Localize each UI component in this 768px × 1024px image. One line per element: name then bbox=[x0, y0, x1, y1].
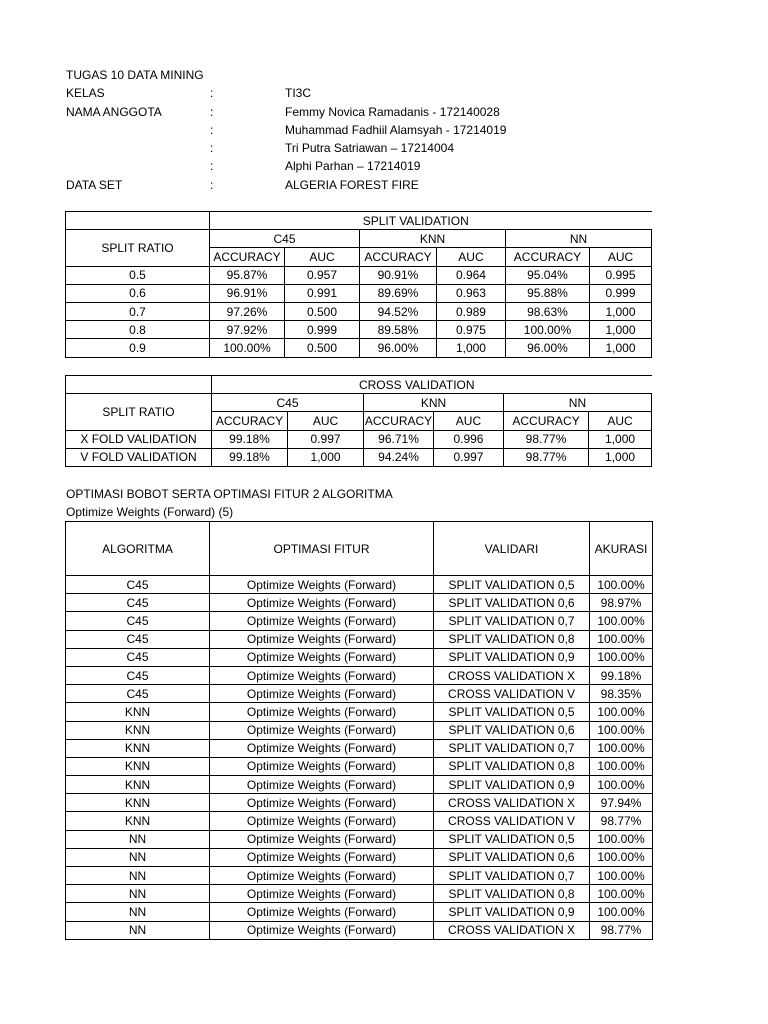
table-row bbox=[66, 576, 653, 594]
accuracy-cell: 100.00% bbox=[590, 721, 653, 739]
sub-header: ACCURACY bbox=[505, 248, 589, 266]
table-cell: 89.58% bbox=[360, 321, 437, 339]
table-title-spacer bbox=[66, 212, 210, 230]
table-cell: 0.5 bbox=[66, 266, 210, 284]
algorithm-cell: C45 bbox=[66, 666, 210, 684]
feature-optimization-cell: Optimize Weights (Forward) bbox=[210, 757, 434, 775]
feature-optimization-cell: Optimize Weights (Forward) bbox=[210, 794, 434, 812]
algorithm-cell: C45 bbox=[66, 576, 210, 594]
table-cell: 1,000 bbox=[589, 430, 652, 448]
table-cell: 0.999 bbox=[589, 284, 651, 302]
accuracy-cell: 100.00% bbox=[590, 903, 653, 921]
table-row bbox=[66, 630, 653, 648]
table-cell: 0.957 bbox=[285, 266, 360, 284]
table-row bbox=[66, 703, 653, 721]
table-cell: 1,000 bbox=[589, 302, 651, 320]
validation-cell: SPLIT VALIDATION 0,7 bbox=[434, 739, 590, 757]
split-validation-table bbox=[65, 211, 652, 358]
colon: : bbox=[210, 177, 214, 192]
table-cell: 0.996 bbox=[434, 430, 504, 448]
algorithm-cell: NN bbox=[66, 830, 210, 848]
table-cell: 96.71% bbox=[364, 430, 434, 448]
colon: : bbox=[210, 122, 214, 137]
sub-header: AUC bbox=[434, 412, 504, 430]
member-name: Femmy Novica Ramadanis - 172140028 bbox=[285, 104, 500, 119]
table-cell: V FOLD VALIDATION bbox=[66, 448, 212, 466]
optimization-body bbox=[66, 576, 653, 940]
group-header: KNN bbox=[364, 394, 504, 412]
colon: : bbox=[210, 141, 214, 156]
table-row bbox=[66, 794, 653, 812]
table-row bbox=[66, 648, 653, 666]
table-row bbox=[66, 666, 653, 684]
feature-optimization-cell: Optimize Weights (Forward) bbox=[210, 776, 434, 794]
table-row bbox=[66, 812, 653, 830]
table-row bbox=[66, 266, 652, 284]
table-cell: 0.9 bbox=[66, 339, 210, 357]
sub-header: ACCURACY bbox=[503, 412, 588, 430]
colon: : bbox=[210, 104, 214, 119]
table-row bbox=[66, 867, 653, 885]
validation-cell: SPLIT VALIDATION 0,6 bbox=[434, 721, 590, 739]
table-cell: 0.991 bbox=[285, 284, 360, 302]
split-validation-title-text: SPLIT VALIDATION bbox=[362, 213, 469, 228]
table-cell: 1,000 bbox=[589, 448, 652, 466]
validation-cell: SPLIT VALIDATION 0,6 bbox=[434, 594, 590, 612]
feature-optimization-cell: Optimize Weights (Forward) bbox=[210, 848, 434, 866]
group-header: C45 bbox=[211, 394, 363, 412]
validation-cell: CROSS VALIDATION X bbox=[434, 666, 590, 684]
validation-cell: CROSS VALIDATION X bbox=[434, 794, 590, 812]
validation-cell: SPLIT VALIDATION 0,9 bbox=[434, 776, 590, 794]
table-cell: 0.500 bbox=[285, 302, 360, 320]
table-cell: 89.69% bbox=[360, 284, 437, 302]
table-cell: 98.63% bbox=[505, 302, 589, 320]
group-header-row bbox=[66, 230, 652, 248]
optimization-heading: OPTIMASI BOBOT SERTA OPTIMASI FITUR 2 ALGORITMA bbox=[66, 487, 393, 501]
validation-cell: SPLIT VALIDATION 0,8 bbox=[434, 630, 590, 648]
table-row bbox=[66, 776, 653, 794]
table-row bbox=[66, 339, 652, 357]
feature-optimization-cell: Optimize Weights (Forward) bbox=[210, 612, 434, 630]
table-row bbox=[66, 885, 653, 903]
sub-header: ACCURACY bbox=[210, 248, 285, 266]
accuracy-cell: 100.00% bbox=[590, 867, 653, 885]
algorithm-cell: KNN bbox=[66, 812, 210, 830]
accuracy-cell: 100.00% bbox=[590, 612, 653, 630]
accuracy-cell: 100.00% bbox=[590, 848, 653, 866]
group-header: C45 bbox=[210, 230, 360, 248]
accuracy-cell: 100.00% bbox=[590, 739, 653, 757]
split-ratio-header: SPLIT RATIO bbox=[66, 230, 210, 266]
table-cell: 90.91% bbox=[360, 266, 437, 284]
table-cell: 1,000 bbox=[589, 339, 651, 357]
table-row bbox=[66, 321, 652, 339]
algorithm-cell: NN bbox=[66, 903, 210, 921]
title-row bbox=[66, 66, 666, 84]
validation-cell: SPLIT VALIDATION 0,5 bbox=[434, 576, 590, 594]
table-row bbox=[66, 612, 653, 630]
anggota-label: NAMA ANGGOTA bbox=[66, 104, 162, 119]
table-cell: 94.24% bbox=[364, 448, 434, 466]
table-row bbox=[66, 685, 653, 703]
feature-optimization-cell: Optimize Weights (Forward) bbox=[210, 685, 434, 703]
table-row bbox=[66, 594, 653, 612]
table-cell: 95.88% bbox=[505, 284, 589, 302]
cross-validation-title-text: CROSS VALIDATION bbox=[358, 377, 475, 392]
sub-header: ACCURACY bbox=[360, 248, 437, 266]
cross-validation-title bbox=[211, 376, 651, 394]
table-cell: 1,000 bbox=[288, 448, 364, 466]
validation-cell: CROSS VALIDATION V bbox=[434, 685, 590, 703]
table-cell: 97.92% bbox=[210, 321, 285, 339]
member-name: Muhammad Fadhiil Alamsyah - 17214019 bbox=[285, 122, 507, 137]
table-cell: 96.91% bbox=[210, 284, 285, 302]
accuracy-cell: 98.97% bbox=[590, 594, 653, 612]
sub-header: AUC bbox=[288, 412, 364, 430]
table-cell: 0.8 bbox=[66, 321, 210, 339]
table-title-row bbox=[66, 376, 652, 394]
accuracy-cell: 100.00% bbox=[590, 776, 653, 794]
table-cell: 96.00% bbox=[505, 339, 589, 357]
accuracy-cell: 98.77% bbox=[590, 812, 653, 830]
accuracy-cell: 98.35% bbox=[590, 685, 653, 703]
algorithm-cell: KNN bbox=[66, 739, 210, 757]
feature-optimization-cell: Optimize Weights (Forward) bbox=[210, 812, 434, 830]
table-row bbox=[66, 284, 652, 302]
algorithm-cell: NN bbox=[66, 885, 210, 903]
accuracy-cell: 100.00% bbox=[590, 703, 653, 721]
table-cell: 0.975 bbox=[436, 321, 505, 339]
sub-header: AUC bbox=[589, 412, 652, 430]
table-cell: 95.04% bbox=[505, 266, 589, 284]
feature-optimization-cell: Optimize Weights (Forward) bbox=[210, 921, 434, 939]
validation-cell: SPLIT VALIDATION 0,8 bbox=[434, 757, 590, 775]
feature-optimization-cell: Optimize Weights (Forward) bbox=[210, 721, 434, 739]
algorithm-cell: KNN bbox=[66, 703, 210, 721]
optimization-subheading: Optimize Weights (Forward) (5) bbox=[66, 505, 234, 519]
dataset-label: DATA SET bbox=[66, 177, 123, 192]
member-row bbox=[66, 103, 666, 121]
feature-optimization-cell: Optimize Weights (Forward) bbox=[210, 885, 434, 903]
algorithm-cell: NN bbox=[66, 848, 210, 866]
table-cell: 95.87% bbox=[210, 266, 285, 284]
table-row bbox=[66, 903, 653, 921]
dataset-value: ALGERIA FOREST FIRE bbox=[285, 177, 419, 192]
algorithm-cell: C45 bbox=[66, 648, 210, 666]
validation-cell: CROSS VALIDATION V bbox=[434, 812, 590, 830]
feature-optimization-cell: Optimize Weights (Forward) bbox=[210, 703, 434, 721]
algorithm-cell: C45 bbox=[66, 685, 210, 703]
table-cell: 0.999 bbox=[285, 321, 360, 339]
validation-cell: SPLIT VALIDATION 0,8 bbox=[434, 885, 590, 903]
table-cell: 98.77% bbox=[503, 430, 588, 448]
feature-optimization-cell: Optimize Weights (Forward) bbox=[210, 903, 434, 921]
feature-optimization-cell: Optimize Weights (Forward) bbox=[210, 867, 434, 885]
table-row bbox=[66, 448, 652, 466]
table-cell: 100.00% bbox=[505, 321, 589, 339]
group-header-row bbox=[66, 394, 652, 412]
accuracy-cell: 100.00% bbox=[590, 830, 653, 848]
table-cell: 0.6 bbox=[66, 284, 210, 302]
accuracy-cell: 100.00% bbox=[590, 885, 653, 903]
validation-cell: SPLIT VALIDATION 0,5 bbox=[434, 830, 590, 848]
table-row bbox=[66, 739, 653, 757]
validation-cell: SPLIT VALIDATION 0,6 bbox=[434, 848, 590, 866]
column-header: ALGORITMA bbox=[66, 522, 210, 576]
validation-cell: SPLIT VALIDATION 0,9 bbox=[434, 903, 590, 921]
accuracy-cell: 100.00% bbox=[590, 576, 653, 594]
table-cell: X FOLD VALIDATION bbox=[66, 430, 212, 448]
table-title-spacer bbox=[66, 376, 212, 394]
table-cell: 98.77% bbox=[503, 448, 588, 466]
sub-header: ACCURACY bbox=[211, 412, 287, 430]
cross-validation-table bbox=[65, 375, 652, 467]
algorithm-cell: C45 bbox=[66, 594, 210, 612]
column-header: VALIDARI bbox=[434, 522, 590, 576]
dataset-row bbox=[66, 176, 666, 194]
table-cell: 100.00% bbox=[210, 339, 285, 357]
feature-optimization-cell: Optimize Weights (Forward) bbox=[210, 739, 434, 757]
table-cell: 1,000 bbox=[436, 339, 505, 357]
accuracy-cell: 100.00% bbox=[590, 648, 653, 666]
table-cell: 0.964 bbox=[436, 266, 505, 284]
validation-cell: SPLIT VALIDATION 0,7 bbox=[434, 867, 590, 885]
accuracy-cell: 100.00% bbox=[590, 757, 653, 775]
table-cell: 97.26% bbox=[210, 302, 285, 320]
member-name: Tri Putra Satriawan – 17214004 bbox=[285, 141, 454, 156]
split-ratio-header: SPLIT RATIO bbox=[66, 394, 212, 430]
validation-cell: CROSS VALIDATION X bbox=[434, 921, 590, 939]
sub-header: ACCURACY bbox=[364, 412, 434, 430]
optimization-table bbox=[65, 521, 653, 940]
kelas-row bbox=[66, 84, 666, 102]
algorithm-cell: C45 bbox=[66, 612, 210, 630]
table-cell: 0.997 bbox=[288, 430, 364, 448]
group-header: KNN bbox=[360, 230, 506, 248]
accuracy-cell: 100.00% bbox=[590, 630, 653, 648]
table-cell: 0.963 bbox=[436, 284, 505, 302]
table-cell: 94.52% bbox=[360, 302, 437, 320]
colon: : bbox=[210, 159, 214, 174]
document-header bbox=[66, 66, 666, 194]
validation-cell: SPLIT VALIDATION 0,5 bbox=[434, 703, 590, 721]
sub-header: AUC bbox=[436, 248, 505, 266]
table-cell: 1,000 bbox=[589, 321, 651, 339]
feature-optimization-cell: Optimize Weights (Forward) bbox=[210, 666, 434, 684]
table-cell: 99.18% bbox=[211, 448, 287, 466]
feature-optimization-cell: Optimize Weights (Forward) bbox=[210, 630, 434, 648]
table-cell: 0.500 bbox=[285, 339, 360, 357]
table-row bbox=[66, 757, 653, 775]
algorithm-cell: NN bbox=[66, 867, 210, 885]
column-header: OPTIMASI FITUR bbox=[210, 522, 434, 576]
sub-header: AUC bbox=[589, 248, 651, 266]
validation-cell: SPLIT VALIDATION 0,9 bbox=[434, 648, 590, 666]
table-row bbox=[66, 830, 653, 848]
table-cell: 0.989 bbox=[436, 302, 505, 320]
kelas-label: KELAS bbox=[66, 86, 105, 101]
group-header: NN bbox=[503, 394, 651, 412]
member-name: Alphi Parhan – 17214019 bbox=[285, 159, 421, 174]
algorithm-cell: C45 bbox=[66, 630, 210, 648]
table-cell: 0.7 bbox=[66, 302, 210, 320]
accuracy-cell: 99.18% bbox=[590, 666, 653, 684]
column-header: AKURASI bbox=[590, 522, 653, 576]
table-cell: 96.00% bbox=[360, 339, 437, 357]
table-row bbox=[66, 430, 652, 448]
table-row bbox=[66, 302, 652, 320]
optimization-header-row bbox=[66, 522, 653, 576]
feature-optimization-cell: Optimize Weights (Forward) bbox=[210, 594, 434, 612]
algorithm-cell: KNN bbox=[66, 721, 210, 739]
algorithm-cell: NN bbox=[66, 921, 210, 939]
algorithm-cell: KNN bbox=[66, 794, 210, 812]
document-title: TUGAS 10 DATA MINING bbox=[66, 68, 204, 82]
table-cell: 0.995 bbox=[589, 266, 651, 284]
table-row bbox=[66, 721, 653, 739]
algorithm-cell: KNN bbox=[66, 776, 210, 794]
accuracy-cell: 97.94% bbox=[590, 794, 653, 812]
member-row bbox=[66, 121, 666, 139]
member-row bbox=[66, 157, 666, 175]
table-row bbox=[66, 848, 653, 866]
table-title-row bbox=[66, 212, 652, 230]
accuracy-cell: 98.77% bbox=[590, 921, 653, 939]
table-cell: 99.18% bbox=[211, 430, 287, 448]
table-row bbox=[66, 921, 653, 939]
sub-header: AUC bbox=[285, 248, 360, 266]
feature-optimization-cell: Optimize Weights (Forward) bbox=[210, 576, 434, 594]
algorithm-cell: KNN bbox=[66, 757, 210, 775]
feature-optimization-cell: Optimize Weights (Forward) bbox=[210, 648, 434, 666]
group-header: NN bbox=[505, 230, 651, 248]
colon: : bbox=[210, 86, 214, 101]
split-validation-title bbox=[210, 212, 652, 230]
member-row bbox=[66, 139, 666, 157]
feature-optimization-cell: Optimize Weights (Forward) bbox=[210, 830, 434, 848]
validation-cell: SPLIT VALIDATION 0,7 bbox=[434, 612, 590, 630]
table-cell: 0.997 bbox=[434, 448, 504, 466]
kelas-value: TI3C bbox=[285, 86, 312, 101]
